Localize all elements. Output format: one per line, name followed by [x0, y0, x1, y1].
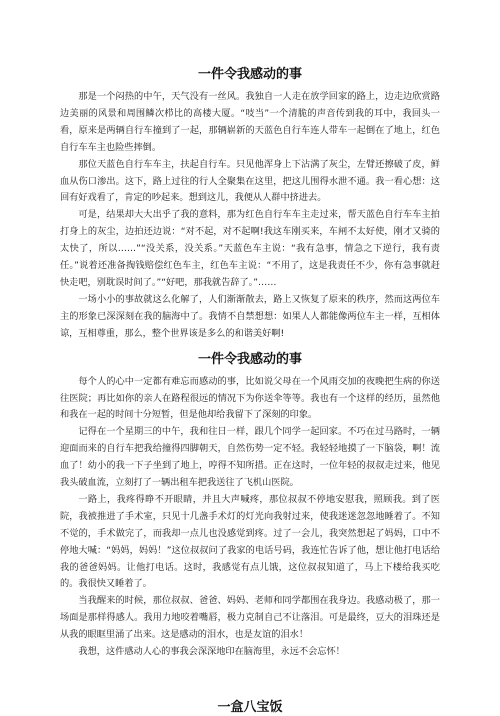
- article-1-paragraph-4: 一场小小的事故就这么化解了，人们渐渐散去，路上又恢复了原来的秩序，然而这两位车主的形象已深深刻在我的脑海中了。我情不自禁想想：如果人人都能像两位车主一样，互相体谅，互相尊重，那么，整个世界该是多么的和谐美好啊!: [60, 293, 440, 339]
- article-2-paragraph-5: 我想，这件感动人心的事我会深深地印在脑海里，永远不会忘怀！: [78, 646, 345, 658]
- article-1-paragraph-3: 可是，结果却大大出乎了我的意料，那为红色自行车车主走过来，帮天蓝色自行车车主拍打身上的灰尘，边拍还边说：“对不起，对不起啊!我这车刚买来，车闸不太好使，刚才又骑的太快了，所以……”“没关系，没关系。”天蓝色车主说：“我有急事，情急之下逆行，我有责任。”说着还准备掏钱赔偿红色车主，红色车主说：“不用了，这是我责任不少，你有急事就赶快走吧，别耽误时间了。”“好吧，那我就告辞了。”……: [60, 209, 440, 288]
- article-1-title: 一件令我感动的事: [197, 67, 302, 82]
- article-2-paragraph-4: 当我醒来的时候，那位叔叔、爸爸、妈妈、老师和同学都围在我身边。我感动极了，那一场面是那样得感人。我用力地咬着嘴唇，极力克制自己不让落泪。可是最终，豆大的泪珠还是从我的眼眶里涌了出来。这是感动的泪水，也是友谊的泪水！: [60, 595, 440, 641]
- article-2-paragraph-2: 记得在一个星期三的中午，我和往日一样，跟几个同学一起回家。不巧在过马路时，一辆迎面而来的自行车把我给撞得四脚朝天，自然伤势一定不轻。我轻轻地摸了一下脑袋，啊！流血了！幼小的我一下子坐到了地上，哼得不知所措。正在这时，一位年轻的叔叔走过来，他见我头破血流，立刻打了一辆出租车把我送往了飞机山医院。: [60, 426, 440, 489]
- article-2-paragraph-1: 每个人的心中一定都有难忘而感动的事，比如说父母在一个风雨交加的夜晚把生病的你送往医院；再比如你的亲人在路程很远的情况下为你送伞等等。我也有一个这样的经历，虽然他和我在一起的时间十分短暂，但是他却给我留下了深刻的印象。: [60, 375, 440, 421]
- article-3-title: 一盒八宝饭: [217, 700, 283, 715]
- article-2-title: 一件令我感动的事: [197, 351, 302, 367]
- article-1-paragraph-2: 那位天蓝色自行车车主，扶起自行车。只见他浑身上下沾满了灰尘，左臂还擦破了皮，鲜血从伤口渗出。这下，路上过往的行人全聚集在这里，把这儿围得水泄不通。我一看心想：这回有好戏看了，肯定的吵起来。想到这儿，我便从人群中挤进去。: [60, 158, 440, 204]
- article-2-paragraph-3: 一路上，我疼得睁不开眼睛，并且大声喊疼，那位叔叔不停地安慰我，照顾我。到了医院，我被推进了手术室，只见十几盏手术灯的灯光向我射过来，使我迷迷忽忽地睡着了。不知不觉的，手术做完了，而我却一点儿也没感觉到疼。过了一会儿，我突然想起了妈妈，口中不停地大喊：“妈妈，妈妈！”这位叔叔问了我家的电话号码，我连忙告诉了他，想让他打电话给我的爸爸妈妈。让他打电话。这时，我感觉有点儿饿，这位叔叔知道了，马上下楼给我买吃的。我很快又睡着了。: [60, 493, 440, 590]
- article-1-paragraph-1: 那是一个闷热的中午，天气没有一丝风。我独自一人走在放学回家的路上，边走边欣赏路边美丽的风景和周围鳞次栉比的高楼大厦。“吱当”一个清脆的声音传到我的耳中，我回头一看，原来是两辆自行车撞到了一起，那辆崭新的天蓝色自行车连人带车一起倒在了地上，红色自行车车主也险些摔倒。: [60, 91, 440, 153]
